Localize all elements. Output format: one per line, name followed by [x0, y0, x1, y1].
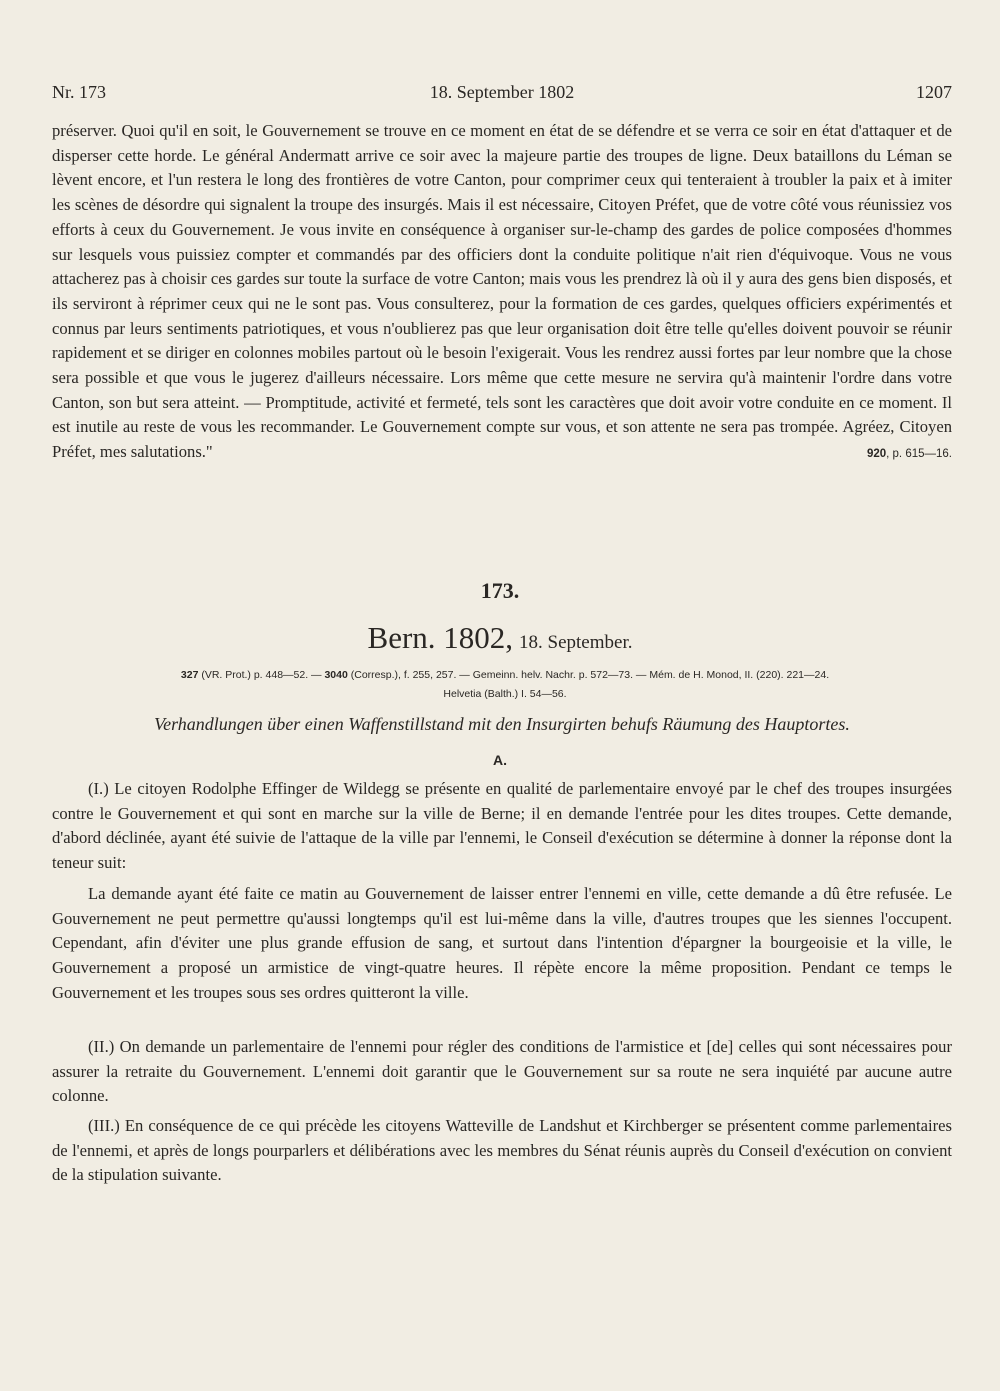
- source-vr-number: 327: [180, 669, 199, 681]
- header-page-number: 1207: [916, 82, 952, 102]
- previous-document-text: [52, 119, 952, 467]
- document-place: Bern. 1802,: [367, 620, 514, 655]
- reference-number: 920: [866, 448, 887, 461]
- sources-line-2: Helvetia (Balth.) I. 54—56.: [443, 688, 567, 700]
- source-vr-text: (VR. Prot.) p. 448—52. —: [198, 669, 325, 681]
- sources-line-1: [90, 666, 920, 685]
- header-date: 18. September 1802: [429, 82, 575, 102]
- source-references: [90, 666, 920, 704]
- header-doc-ref: Nr. 173: [52, 82, 106, 102]
- running-header: [52, 82, 952, 108]
- document-title: Verhandlungen über einen Waffenstillstand mit den Insurgirten behufs Räumung des Hauptortes.: [154, 714, 850, 734]
- document-number: 173.: [480, 578, 520, 603]
- source-corresp-number: 3040: [324, 669, 348, 681]
- previous-document-reference: [867, 442, 952, 467]
- document-date: 18. September.: [519, 632, 633, 653]
- reference-pages: , p. 615—16.: [886, 448, 952, 461]
- previous-document-body: préserver. Quoi qu'il en soit, le Gouvernement se trouve en ce moment en état de se défendre et se verra ce soir en état d'attaquer et de disperser cette horde. Le général Andermatt arrive ce soir avec la majeure partie des troupes de ligne. Deux bataillons du Léman se lèvent encore, et l'un restera le long des frontières de votre Canton, pour comprimer ceux qui tenteraient à troubler la paix et à imiter les scènes de désordre qui signalent la troupe des insurgés. Mais il est nécessaire, Citoyen Préfet, que de votre côté vous réunissiez vos efforts à ceux du Gouvernement. Je vous invite en conséquence à organiser sur-le-champ des gardes de police composées d'hommes sur lesquels vous puissiez compter et commandés par des officiers dont la conduite politique n'ait rien d'équivoque. Vous ne vous attacherez pas à choisir ces gardes sur toute la surface de votre Canton; mais vous les prendrez là où il y aura des gens bien disposés, et ils serviront à réprimer ceux qui ne le sont pas. Vous consulterez, pour la formation de ces gardes, quelques officiers expérimentés et connus par leurs sentiments patriotiques, et vous n'oublierez pas que leur organisation doit être telle qu'elles doivent pouvoir se réunir rapidement et se diriger en colonnes mobiles partout où le besoin l'exigerait. Vous les rendrez aussi fortes par leur nombre que la chose sera possible et que vous le jugerez d'ailleurs nécessaire. Lors même que cette mesure ne servira qu'à maintenir l'ordre dans votre Canton, son but sera atteint. — Promptitude, activité et fermeté, tels sont les caractères que doit avoir votre conduite en ce moment. Il est inutile au reste de vous les recommander. Le Gouvernement compte sur vous, et son attente ne sera pas trompée. Agréez, Citoyen Préfet, mes salutations.": [52, 121, 952, 462]
- paragraph-i: (I.) Le citoyen Rodolphe Effinger de Wildegg se présente en qualité de parlementaire envoyé par le chef des troupes insurgées contre le Gouvernement et qui sont en marche sur la ville de Berne; il en demande l'entrée pour les dites troupes. Cette demande, d'abord déclinée, ayant été suivie de l'attaque de la ville par l'ennemi, le Conseil d'exécution se détermine à donner la réponse dont la teneur suit:: [52, 779, 952, 873]
- paragraph-iii: (III.) En conséquence de ce qui précède les citoyens Watteville de Landshut et Kirchberger se présentent comme parlementaires de l'ennemi, et après de longs pourparlers et délibérations avec les membres du Sénat réunis auprès du Conseil d'exécution on convient de la stipulation suivante.: [52, 1116, 952, 1185]
- source-corresp-text: (Corresp.), f. 255, 257. — Gemeinn. helv. Nachr. p. 572—73. — Mém. de H. Monod, II. (220). 221—24.: [347, 669, 830, 681]
- paragraph-response: La demande ayant été faite ce matin au Gouvernement de laisser entrer l'ennemi en ville, cette demande a dû être refusée. Le Gouvernement ne peut permettre qu'aussi longtemps qu'il est lui-même dans la ville, d'autres troupes que les siennes l'occupent. Cependant, afin d'éviter une plus grande effusion de sang, et surtout dans l'intention d'épargner la bourgeoisie et la ville, le Gouvernement a proposé un armistice de vingt-quatre heures. Il répète encore la même proposition. Pendant ce temps le Gouvernement et les troupes sous ses ordres quitteront la ville.: [52, 884, 952, 1002]
- document-place-date: [0, 620, 1000, 656]
- paragraph-ii: (II.) On demande un parlementaire de l'ennemi pour régler des conditions de l'armistice et [de] celles qui sont nécessaires pour assurer la retraite du Gouvernement. L'ennemi doit garantir que le Gouvernement sur sa route ne sera inquiété par aucune autre colonne.: [52, 1037, 952, 1106]
- section-heading: A.: [493, 752, 507, 768]
